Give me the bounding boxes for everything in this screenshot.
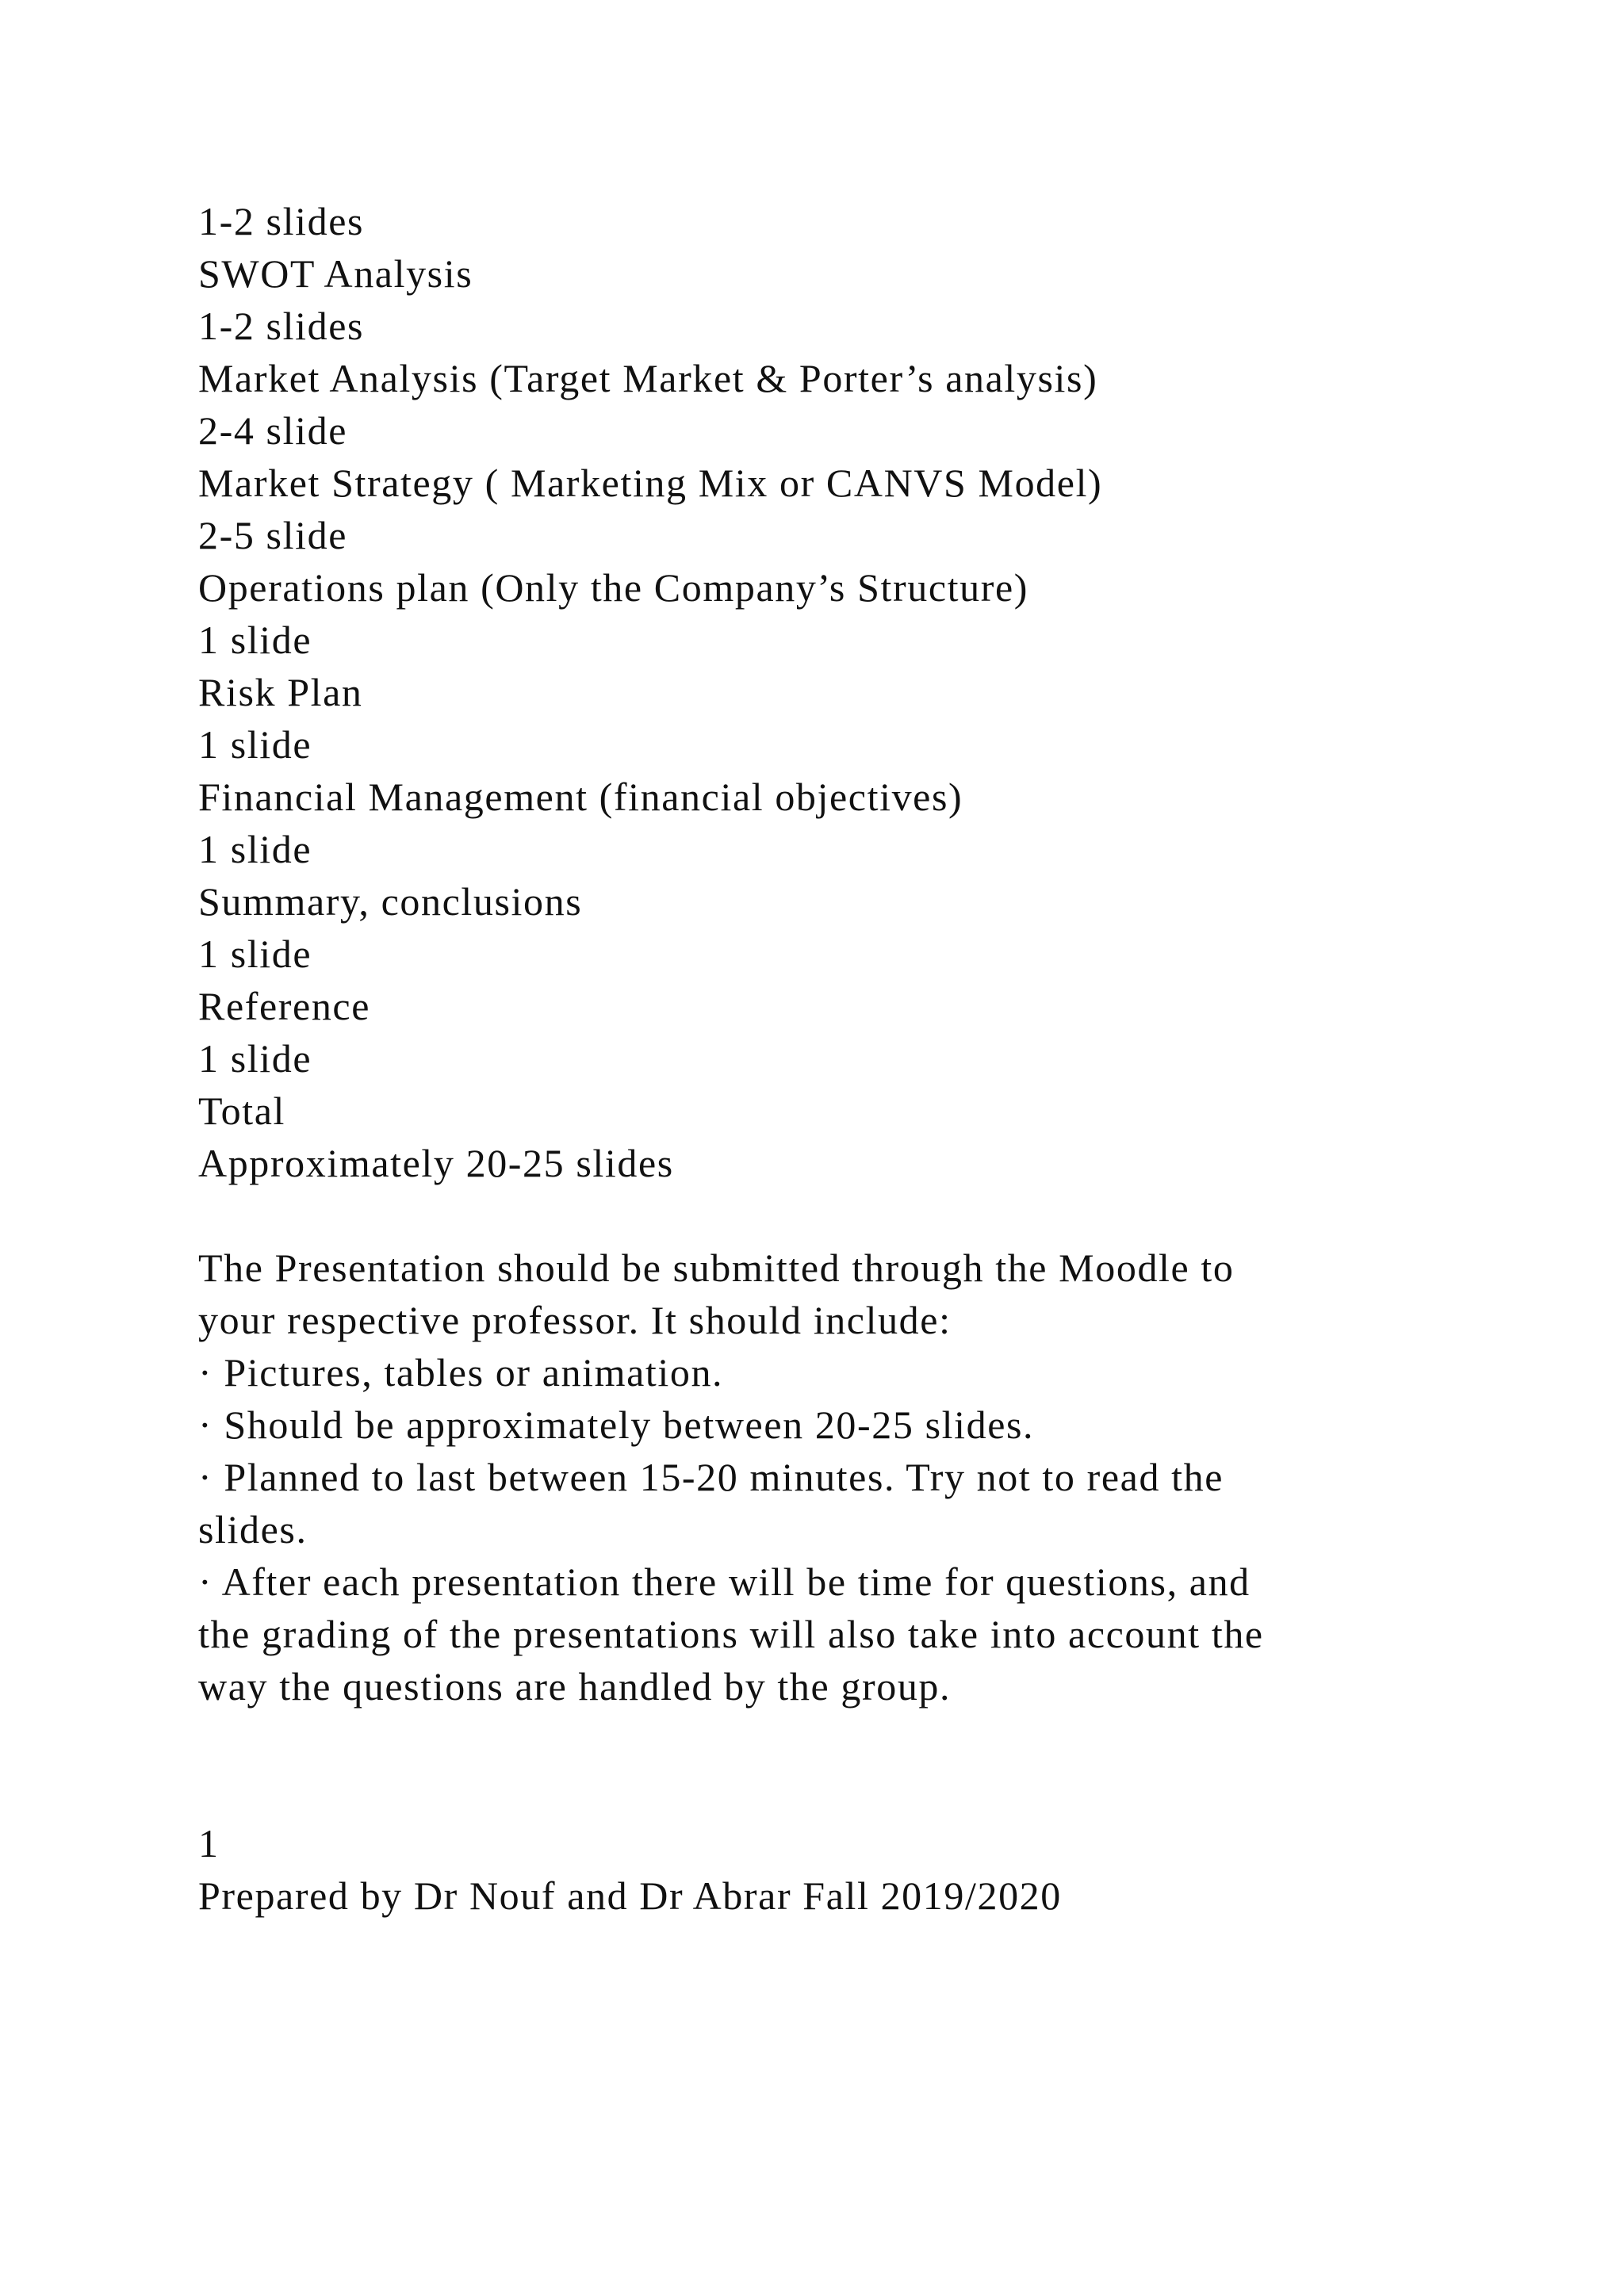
outline-line: 1 slide — [198, 827, 312, 871]
blank-line — [198, 1189, 1451, 1242]
instruction-line: slides. — [198, 1507, 308, 1552]
outline-line: 1 slide — [198, 618, 312, 662]
instruction-line: the grading of the presentations will also take into account the — [198, 1612, 1264, 1656]
outline-line: Total — [198, 1089, 286, 1133]
outline-line: Market Analysis (Target Market & Porter’s analysis) — [198, 356, 1098, 400]
page-content — [198, 195, 1451, 1922]
submission-instructions — [198, 1242, 1451, 1712]
instruction-bullet: · Pictures, tables or animation. — [198, 1350, 724, 1395]
outline-line: SWOT Analysis — [198, 251, 473, 296]
outline-line: 2-5 slide — [198, 513, 347, 557]
outline-line: Approximately 20-25 slides — [198, 1141, 674, 1185]
page-footer — [198, 1817, 1451, 1922]
outline-line: 1 slide — [198, 932, 312, 976]
outline-line: Reference — [198, 984, 371, 1028]
outline-line: 1 slide — [198, 722, 312, 767]
outline-line: 2-4 slide — [198, 408, 347, 453]
instruction-line: way the questions are handled by the group. — [198, 1664, 952, 1709]
instruction-line: The Presentation should be submitted through the Moodle to — [198, 1246, 1235, 1290]
outline-line: 1-2 slides — [198, 304, 365, 348]
instruction-bullet: · Planned to last between 15-20 minutes. Try not to read the — [198, 1455, 1224, 1499]
slide-outline — [198, 195, 1451, 1189]
page-number: 1 — [198, 1821, 220, 1866]
instruction-bullet: · Should be approximately between 20-25 slides. — [198, 1402, 1035, 1447]
outline-line: 1-2 slides — [198, 199, 365, 243]
prepared-by: Prepared by Dr Nouf and Dr Abrar Fall 2019/2020 — [198, 1873, 1062, 1918]
instruction-bullet: · After each presentation there will be time for questions, and — [198, 1559, 1251, 1604]
outline-line: Financial Management (financial objectives) — [198, 775, 963, 819]
outline-line: Operations plan (Only the Company’s Structure) — [198, 565, 1029, 610]
instruction-line: your respective professor. It should include: — [198, 1298, 952, 1342]
outline-line: 1 slide — [198, 1036, 312, 1081]
outline-line: Summary, conclusions — [198, 879, 583, 924]
blank-lines — [198, 1712, 1451, 1817]
outline-line: Risk Plan — [198, 670, 363, 714]
outline-line: Market Strategy ( Marketing Mix or CANVS Model) — [198, 461, 1103, 505]
